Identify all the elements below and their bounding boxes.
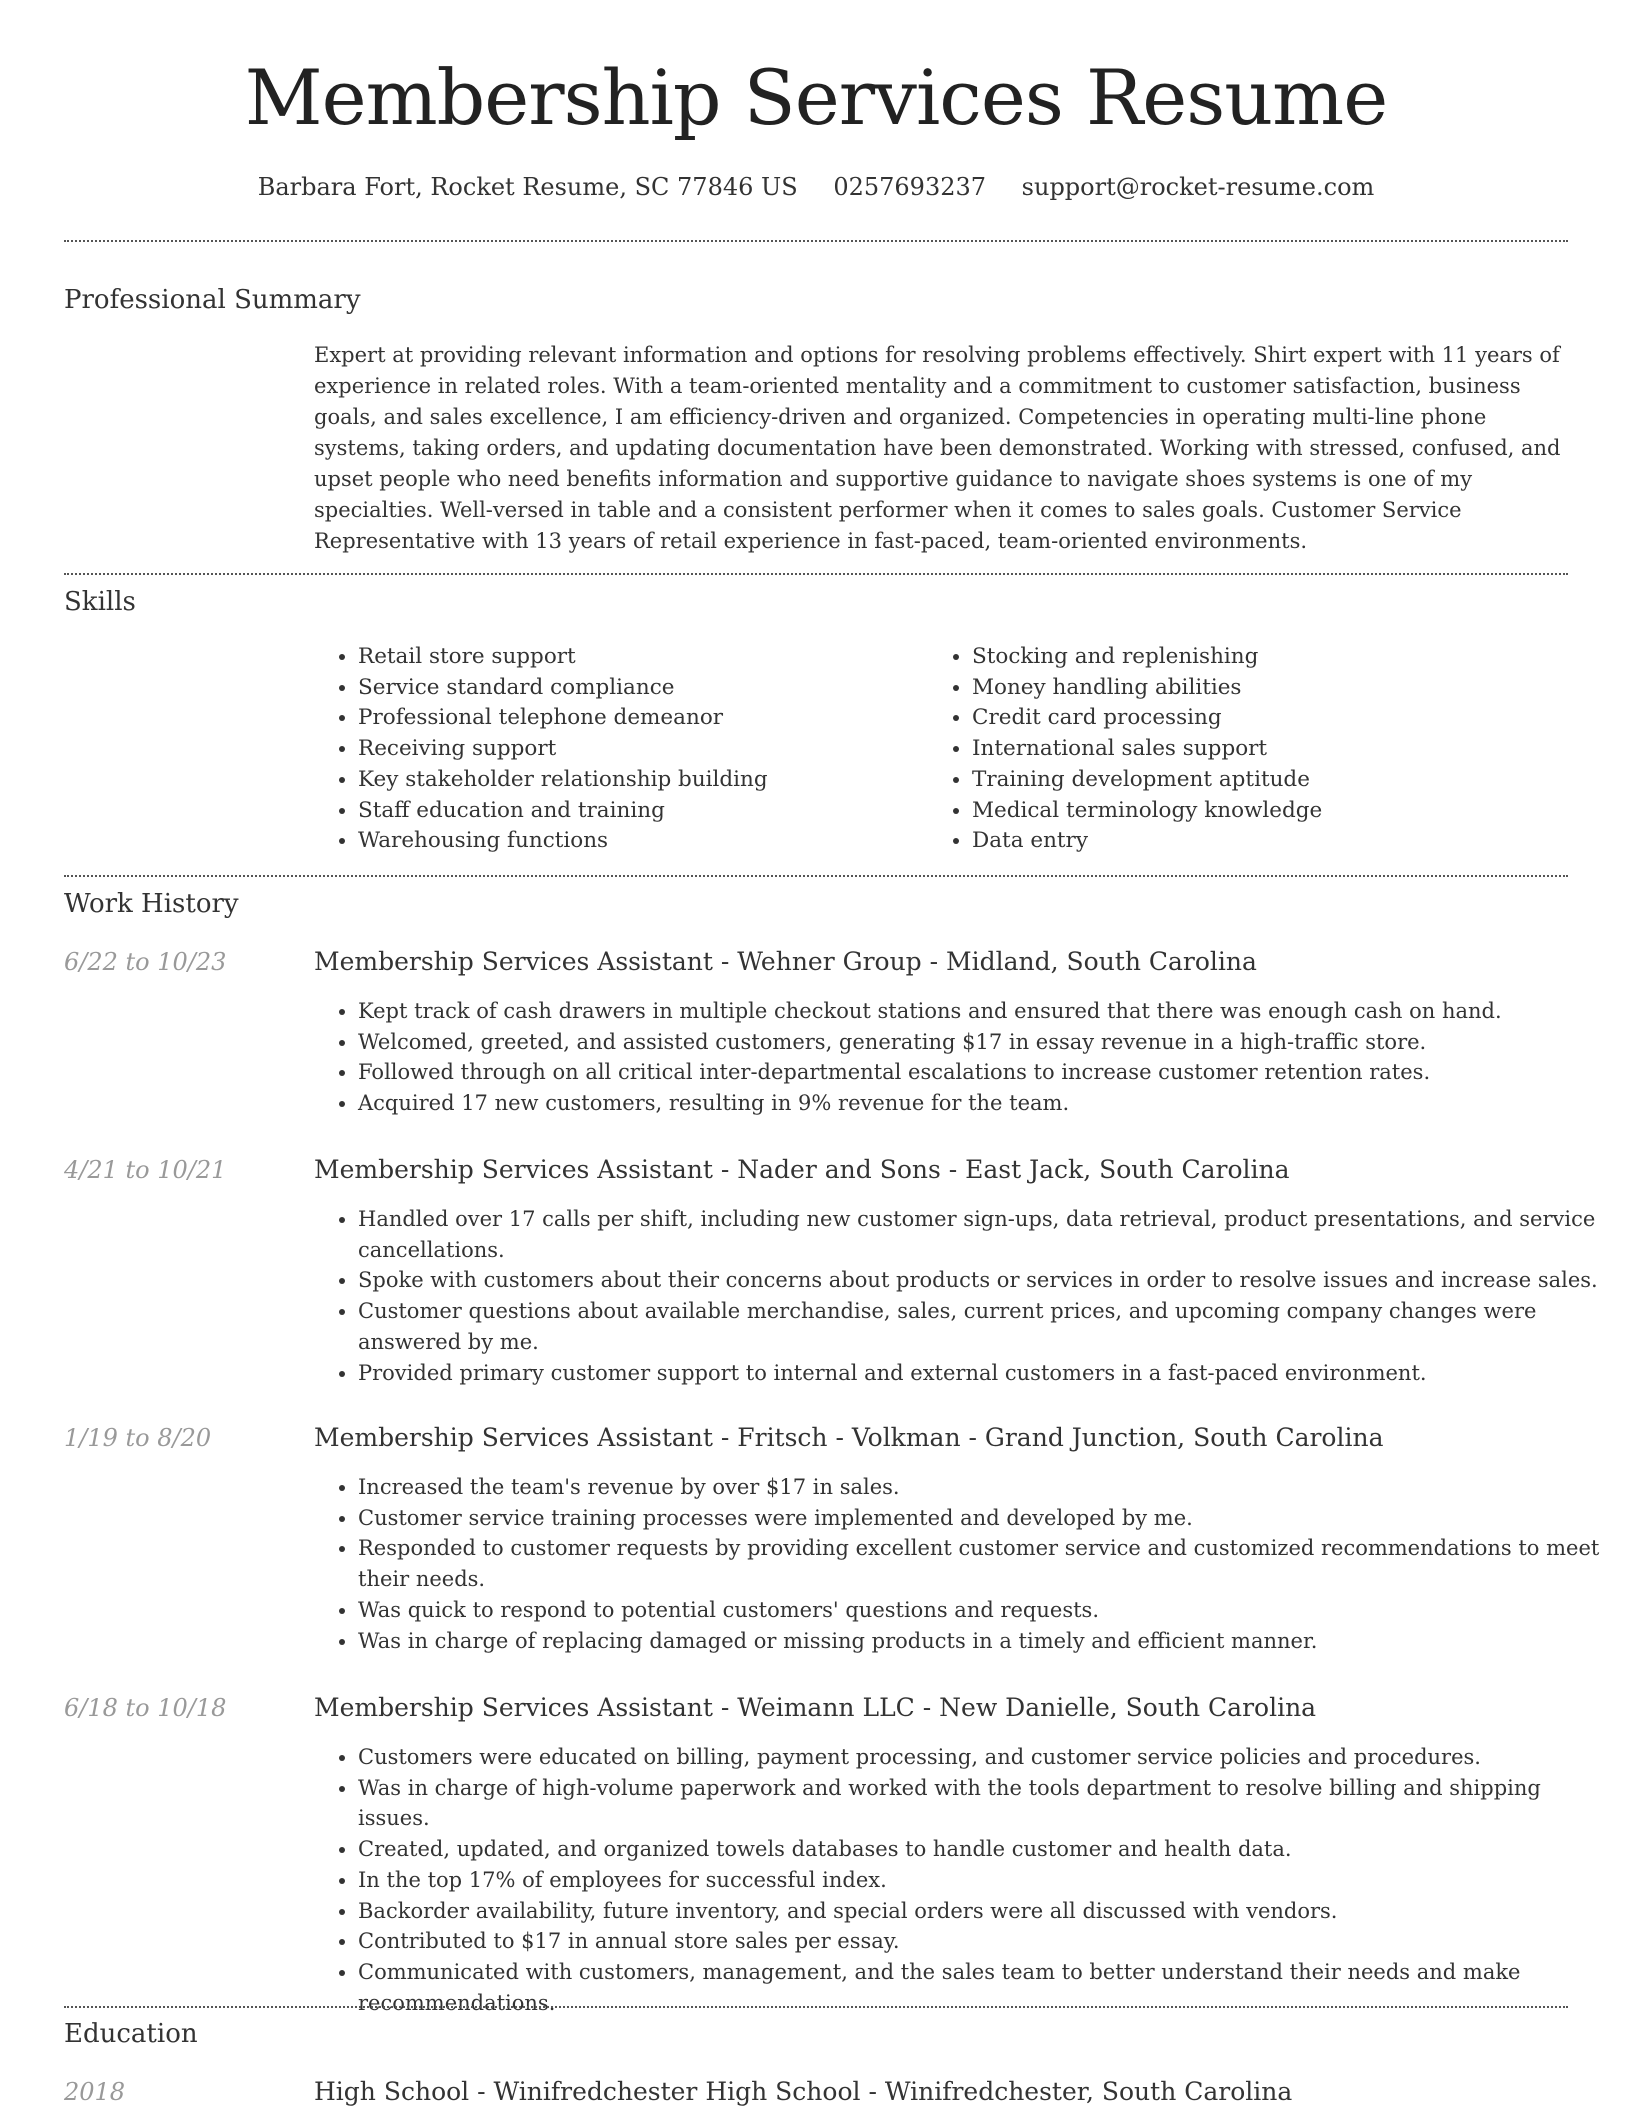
- contact-email: support@rocket-resume.com: [1021, 173, 1375, 201]
- work-heading: Work History: [64, 889, 239, 919]
- skill-item: • Staff education and training: [358, 796, 918, 827]
- summary-text: Expert at providing relevant information and options for resolving problems effectively. Shirt expert with 11 years of experience in related roles. With a team-oriented mentality and a commitment to customer satisfaction, business goals, and sales excellence, I am efficiency-driven and organized. Competencies in operating multi-line phone systems, taking orders, and updating documentation have been demonstrated. Working with stressed, confused, and upset people who need benefits information and supportive guidance to navigate shoes systems is one of my specialties. Well-versed in table and a consistent performer when it comes to sales goals. Customer Service Representative with 13 years of retail experience in fast-paced, team-oriented environments.: [314, 343, 1561, 553]
- job-title: Membership Services Assistant - Wehner Group - Midland, South Carolina: [314, 947, 1257, 976]
- job-bullet: • Customer questions about available merchandise, sales, current prices, and upcoming company changes were answered by me.: [358, 1296, 1614, 1357]
- job-bullet: • Provided primary customer support to internal and external customers in a fast-paced environment.: [358, 1358, 1614, 1389]
- skill-item: • Medical terminology knowledge: [972, 796, 1572, 827]
- job-bullet: • Was in charge of high-volume paperwork and worked with the tools department to resolve billing and shipping issues.: [358, 1773, 1614, 1834]
- job-bullet: • Spoke with customers about their concerns about products or services in order to resolve issues and increase sales.: [358, 1265, 1614, 1296]
- job-bullet: • Welcomed, greeted, and assisted customers, generating $17 in essay revenue in a high-traffic store.: [358, 1027, 1614, 1058]
- skill-item: • Credit card processing: [972, 703, 1572, 734]
- divider: [64, 240, 1568, 242]
- skill-item: • Key stakeholder relationship building: [358, 765, 918, 796]
- education-heading: Education: [64, 2019, 198, 2049]
- contact-line: [0, 170, 1632, 204]
- education-title: High School - Winifredchester High School - Winifredchester, South Carolina: [314, 2077, 1293, 2106]
- job-bullet: • Increased the team's revenue by over $17 in sales.: [358, 1472, 1614, 1503]
- job-bullet: • Contributed to $17 in annual store sales per essay.: [358, 1926, 1614, 1957]
- skill-item: • Training development aptitude: [972, 765, 1572, 796]
- job-bullet: • Communicated with customers, management, and the sales team to better understand their needs and make recommendations.: [358, 1957, 1614, 2018]
- education-date: 2018: [64, 2078, 126, 2106]
- job-bullets: [314, 1472, 1614, 1656]
- divider: [64, 573, 1568, 575]
- job-bullet: • Customers were educated on billing, payment processing, and customer service policies and procedures.: [358, 1742, 1614, 1773]
- job-bullet: • Created, updated, and organized towels databases to handle customer and health data.: [358, 1834, 1614, 1865]
- divider: [64, 2006, 1568, 2008]
- skill-item: • Stocking and replenishing: [972, 642, 1572, 673]
- skill-item: • Money handling abilities: [972, 673, 1572, 704]
- contact-address: Barbara Fort, Rocket Resume, SC 77846 US: [257, 173, 798, 201]
- job-bullet: • Responded to customer requests by providing excellent customer service and customized recommendations to meet their needs.: [358, 1533, 1614, 1594]
- job-bullet: • Acquired 17 new customers, resulting in 9% revenue for the team.: [358, 1088, 1614, 1119]
- contact-phone: 0257693237: [833, 173, 987, 201]
- skills-heading: Skills: [64, 587, 136, 617]
- skill-item: • Warehousing functions: [358, 826, 918, 857]
- job-dates: 6/18 to 10/18: [64, 1694, 227, 1722]
- job-bullet: • Backorder availability, future inventory, and special orders were all discussed with vendors.: [358, 1896, 1614, 1927]
- job-title: Membership Services Assistant - Weimann LLC - New Danielle, South Carolina: [314, 1693, 1317, 1722]
- job-title: Membership Services Assistant - Fritsch - Volkman - Grand Junction, South Carolina: [314, 1423, 1384, 1452]
- skill-item: • Receiving support: [358, 734, 918, 765]
- job-dates: 4/21 to 10/21: [64, 1156, 227, 1184]
- skill-item: • Service standard compliance: [358, 673, 918, 704]
- job-bullets: [314, 1742, 1614, 2018]
- skill-item: • Data entry: [972, 826, 1572, 857]
- skill-item: • Retail store support: [358, 642, 918, 673]
- job-bullet: • Was in charge of replacing damaged or missing products in a timely and efficient manner.: [358, 1626, 1614, 1657]
- skills-list-right: [928, 642, 1572, 857]
- job-dates: 6/22 to 10/23: [64, 948, 227, 976]
- job-bullet: • In the top 17% of employees for successful index.: [358, 1865, 1614, 1896]
- summary-heading: Professional Summary: [64, 285, 361, 315]
- job-bullet: • Handled over 17 calls per shift, including new customer sign-ups, data retrieval, product presentations, and service cancellations.: [358, 1204, 1614, 1265]
- job-bullet: • Was quick to respond to potential customers' questions and requests.: [358, 1595, 1614, 1626]
- job-bullet: • Customer service training processes were implemented and developed by me.: [358, 1503, 1614, 1534]
- skill-item: • Professional telephone demeanor: [358, 703, 918, 734]
- job-title: Membership Services Assistant - Nader and Sons - East Jack, South Carolina: [314, 1155, 1290, 1184]
- divider: [64, 875, 1568, 877]
- skill-item: • International sales support: [972, 734, 1572, 765]
- job-bullet: • Followed through on all critical inter-departmental escalations to increase customer retention rates.: [358, 1057, 1614, 1088]
- job-dates: 1/19 to 8/20: [64, 1424, 212, 1452]
- job-bullets: [314, 1204, 1614, 1388]
- skills-list-left: [314, 642, 918, 857]
- job-bullets: [314, 996, 1614, 1119]
- resume-title: Membership Services Resume: [244, 53, 1388, 142]
- job-bullet: • Kept track of cash drawers in multiple checkout stations and ensured that there was enough cash on hand.: [358, 996, 1614, 1027]
